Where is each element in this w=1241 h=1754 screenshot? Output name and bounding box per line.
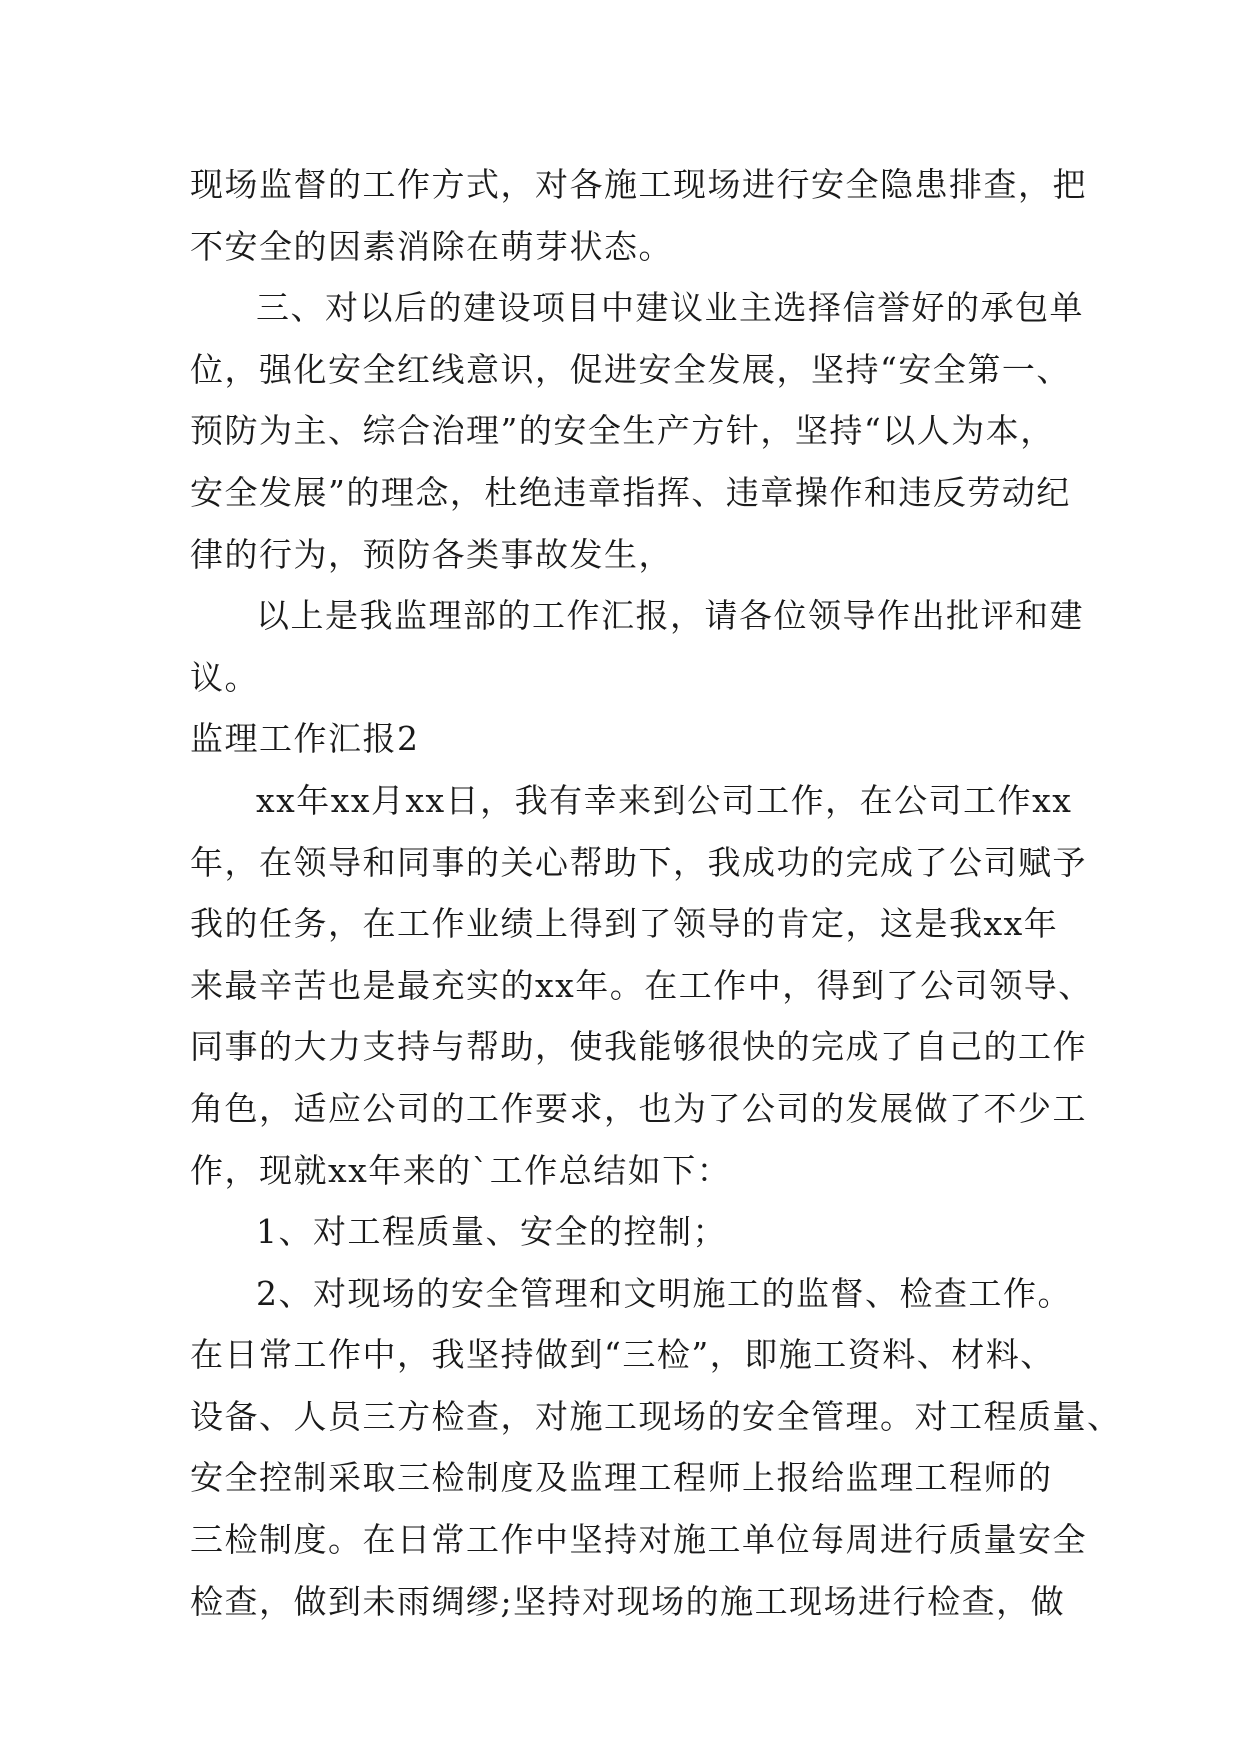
document-body [190,154,1122,1632]
text-line: 在日常工作中，我坚持做到“三检”，即施工资料、材料、 [190,1335,1055,1375]
text-line: 我的任务，在工作业绩上得到了领导的肯定，这是我xx年 [190,904,1059,944]
text-line: 1、对工程质量、安全的控制； [256,1212,727,1252]
paragraph-1 [190,154,1087,277]
text-line: 同事的大力支持与帮助，使我能够很快的完成了自己的工作 [190,1027,1087,1067]
text-line: 律的行为，预防各类事故发生， [190,534,673,574]
text-line: xx年xx月xx日，我有幸来到公司工作，在公司工作xx [256,780,1073,820]
text-line: 角色，适应公司的工作要求，也为了公司的发展做了不少工 [190,1088,1087,1128]
text-line: 三检制度。在日常工作中坚持对施工单位每周进行质量安全 [190,1520,1087,1560]
text-line: 以上是我监理部的工作汇报，请各位领导作出批评和建 [256,596,1084,636]
text-line: 设备、人员三方检查，对施工现场的安全管理。对工程质量、 [190,1396,1122,1436]
paragraph-2 [190,277,1084,585]
paragraph-6 [190,1263,1122,1633]
text-line: 来最辛苦也是最充实的xx年。在工作中，得到了公司领导、 [190,965,1093,1005]
text-line: 三、对以后的建设项目中建议业主选择信誉好的承包单 [256,288,1084,328]
section-heading: 监理工作汇报2 [190,719,420,759]
text-line: 安全发展”的理念，杜绝违章指挥、违章操作和违反劳动纪 [190,472,1071,512]
text-line: 安全控制采取三检制度及监理工程师上报给监理工程师的 [190,1458,1053,1498]
paragraph-5 [190,1201,1050,1263]
text-line: 现场监督的工作方式，对各施工现场进行安全隐患排查，把 [190,165,1087,204]
paragraph-4 [190,770,1093,1201]
text-line: 年，在领导和同事的关心帮助下，我成功的完成了公司赋予 [190,842,1087,882]
text-line: 检查，做到未雨绸缪;坚持对现场的施工现场进行检查，做 [190,1581,1066,1621]
text-line: 位，强化安全红线意识，促进安全发展，坚持“安全第一、 [190,349,1071,389]
text-line: 作，现就xx年来的`工作总结如下： [190,1150,732,1190]
paragraph-3 [190,585,1084,708]
text-line: 不安全的因素消除在萌芽状态。 [190,226,673,266]
text-line: 2、对现场的安全管理和文明施工的监督、检查工作。 [256,1273,1072,1313]
text-line: 议。 [190,657,259,697]
text-line: 预防为主、综合治理”的安全生产方针，坚持“以人为本， [190,411,1055,451]
